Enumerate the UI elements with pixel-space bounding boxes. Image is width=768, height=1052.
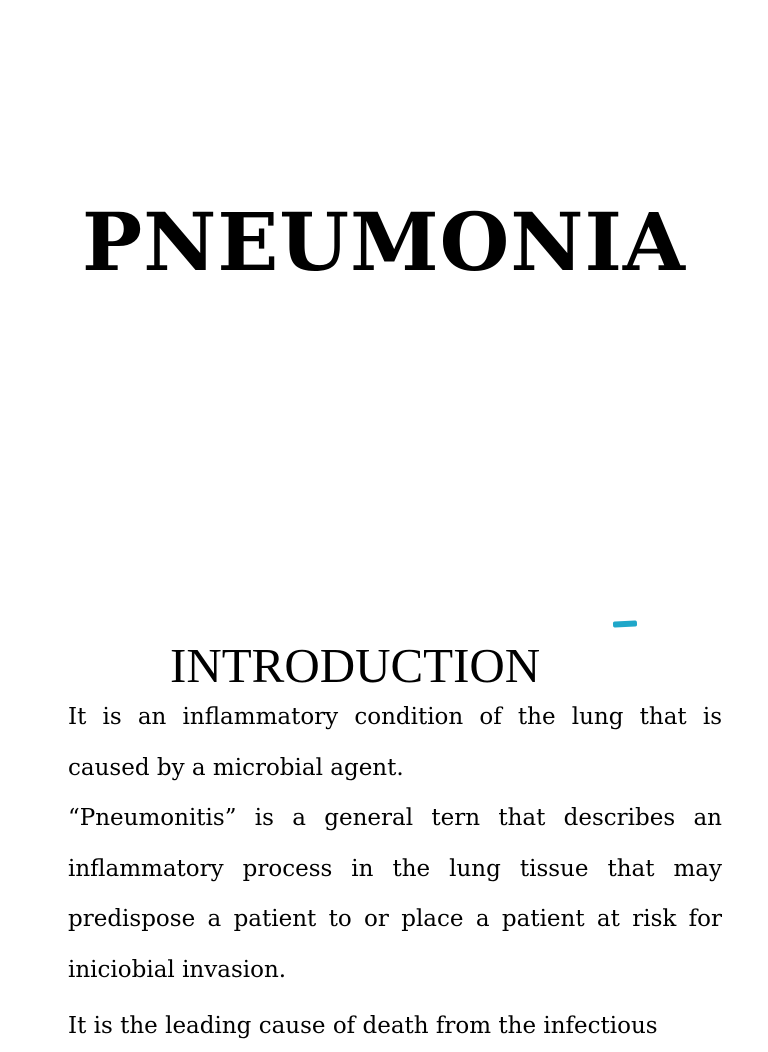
paragraph: It is an inflammatory condition of the lung that is caused by a microbial agent. <box>68 704 722 781</box>
body-text <box>68 692 722 1052</box>
highlight-mark <box>613 620 637 627</box>
document-title: PNEUMONIA <box>82 195 686 289</box>
paragraph: “Pneumonitis” is a general tern that describes an inflammatory process in the lung tissue that may predispose a patient to or place a patient at risk for iniciobial invasion. <box>68 805 722 983</box>
paragraph: It is the leading cause of death from the infectious <box>68 1013 658 1039</box>
section-heading: INTRODUCTION <box>170 638 541 693</box>
